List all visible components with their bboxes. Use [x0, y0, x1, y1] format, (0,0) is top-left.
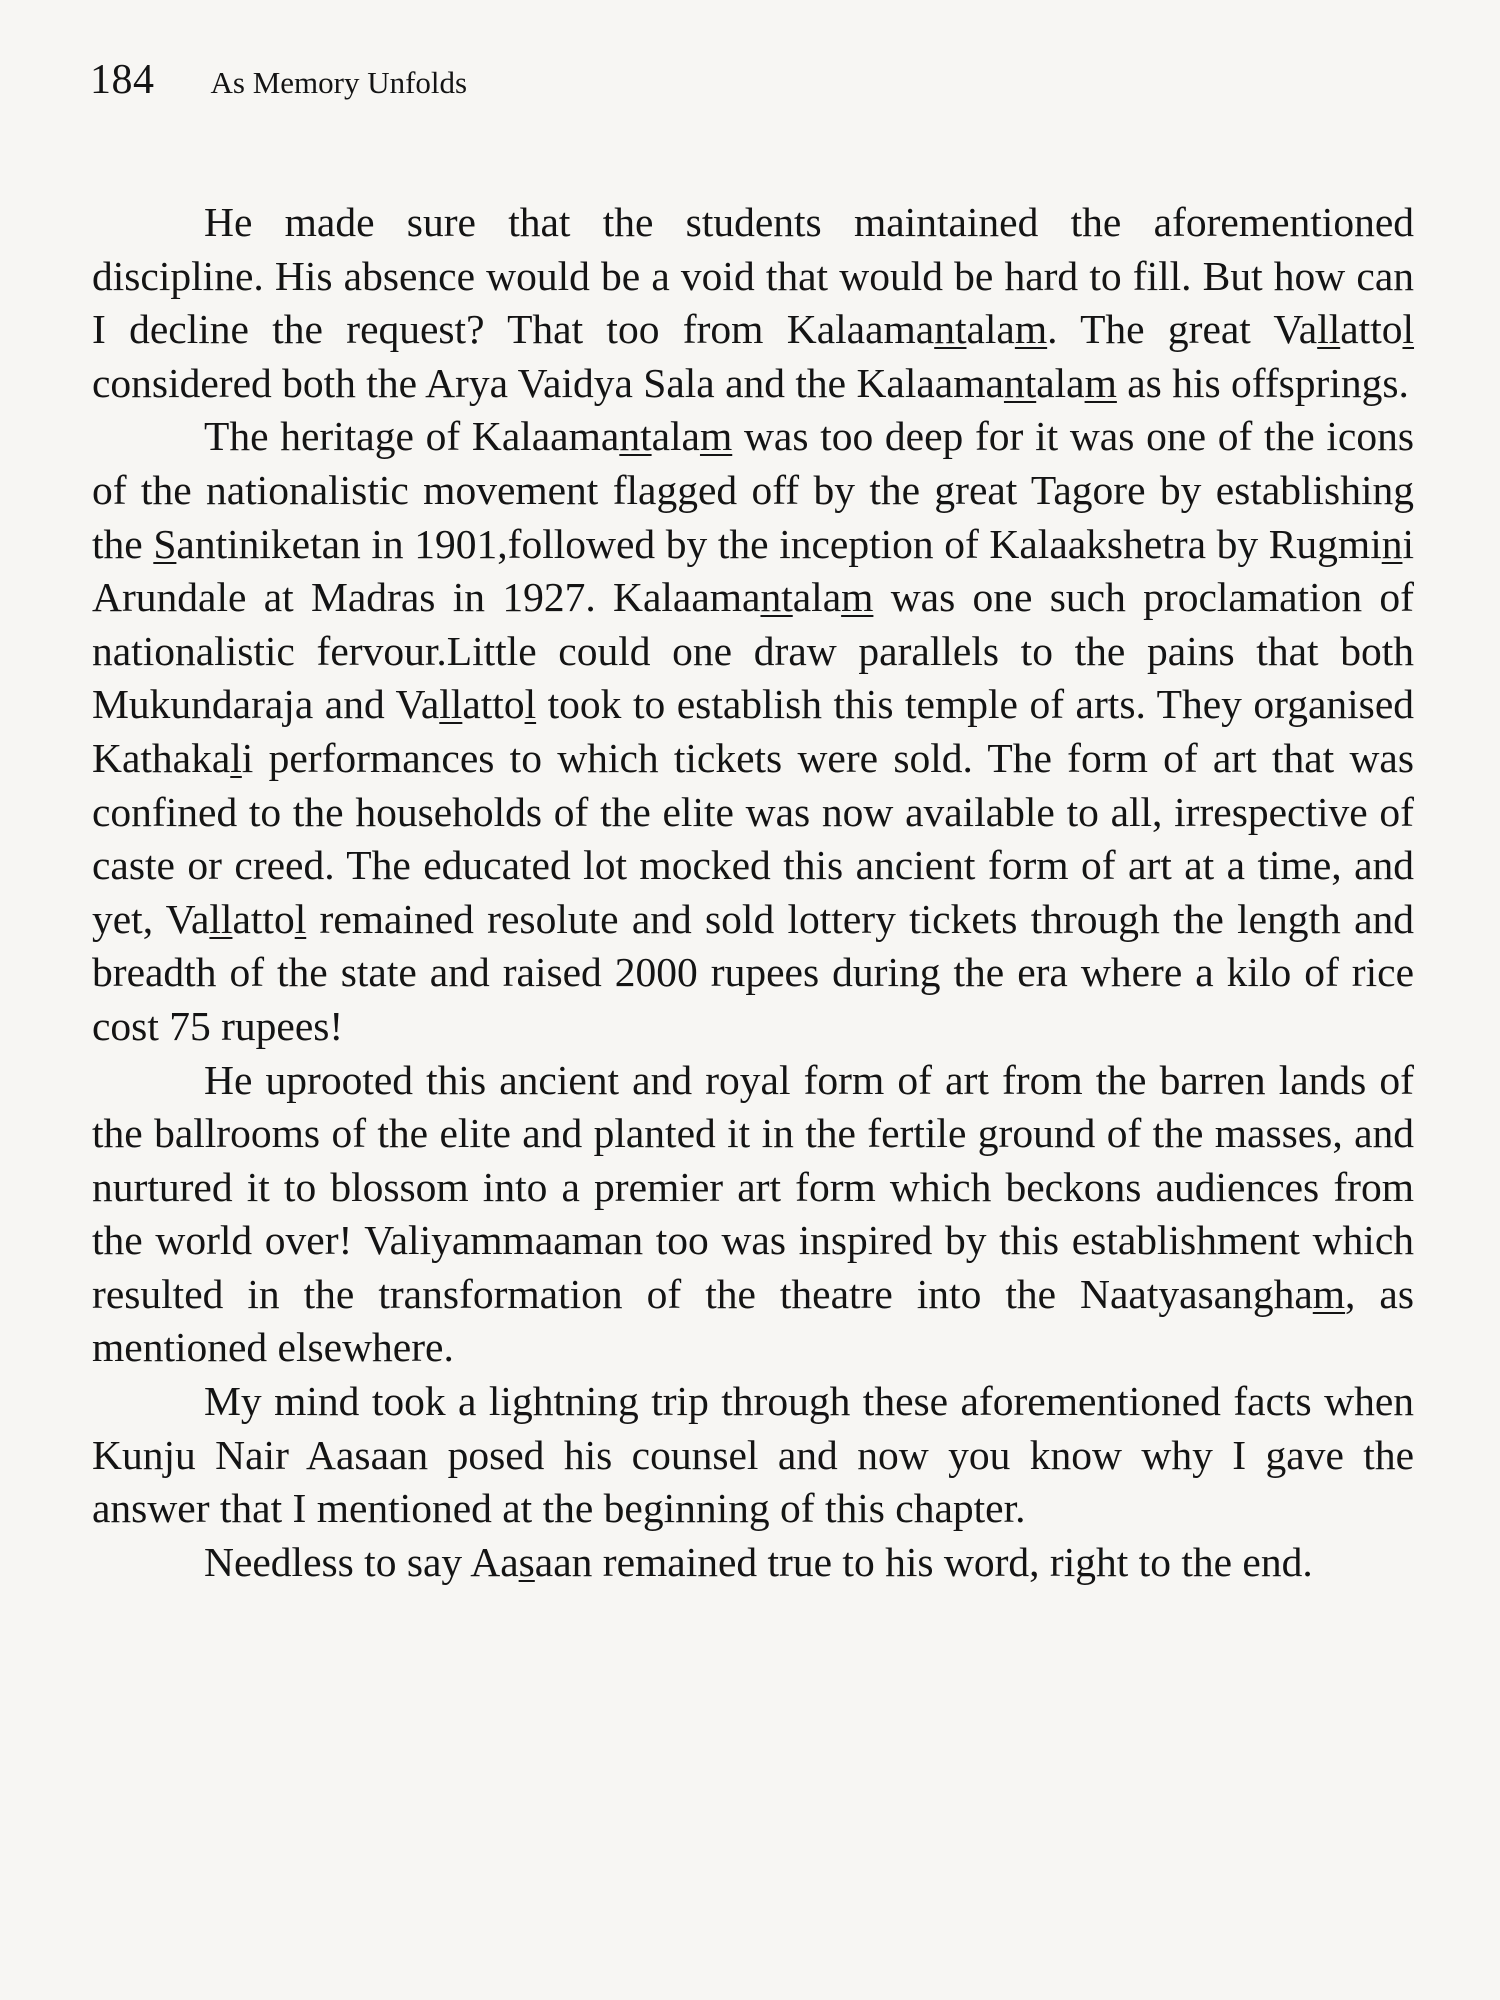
underlined-letters: n	[1381, 520, 1403, 567]
underlined-letters: nt	[619, 413, 652, 460]
text-segment: ala	[966, 306, 1015, 353]
text-segment: Needless to say Aa	[204, 1538, 519, 1585]
running-head	[90, 56, 467, 116]
running-title: As Memory Unfolds	[210, 65, 468, 100]
underlined-letters: nt	[1003, 359, 1037, 406]
text-segment: aan remained true to his word, right to the end.	[534, 1538, 1313, 1585]
underlined-letters: s	[518, 1538, 535, 1585]
underlined-letters: m	[1312, 1270, 1346, 1317]
paragraph-5	[92, 1536, 1414, 1590]
paragraph-2	[92, 410, 1414, 1053]
text-segment: as his offsprings.	[1116, 359, 1409, 406]
text-segment: He uprooted this ancient and royal form of art from the barren lands of the ballrooms of the elite and planted it in the fertile ground of the masses, and nurtured it to blossom into a premier art form which beckons audiences from the world over! Valiyammaaman too was inspired by this establishment which resulted in the transformation of the theatre into the Naatyasangha	[92, 1056, 1414, 1317]
text-segment: ala	[792, 574, 842, 621]
underlined-letters: nt	[934, 306, 967, 353]
underlined-letters: S	[153, 520, 177, 567]
underlined-letters: nt	[760, 574, 793, 621]
paragraph-1	[92, 196, 1414, 410]
text-segment: ala	[651, 413, 700, 460]
paragraph-3	[92, 1054, 1414, 1376]
text-segment: My mind took a lightning trip through these aforementioned facts when Kunju Nair Aasaan posed his counsel and now you know why I gave the answer that I mentioned at the beginning of this chapter.	[92, 1378, 1414, 1532]
text-segment: He made sure that the students maintained the aforementioned discipline. His absence would be a void that would be hard to fill. But how can I decline the request? That too from Kalaama	[92, 199, 1414, 353]
underlined-letters: ll	[439, 681, 463, 728]
page-number: 184	[90, 57, 155, 103]
underlined-letters: ll	[209, 895, 233, 942]
underlined-letters: ll	[1317, 306, 1341, 353]
text-segment: considered both the Arya Vaidya Sala and the Kalaama	[92, 359, 1004, 406]
text-segment: The heritage of Kalaama	[204, 413, 620, 460]
text-segment: was one such proclamation of nationalistic fervour.Little could one draw parallels to the pains that both Mukundaraja and Va	[92, 574, 1414, 728]
text-segment: ala	[1036, 359, 1085, 406]
underlined-letters: l	[230, 734, 242, 781]
text-segment: atto	[1340, 306, 1403, 353]
underlined-letters: l	[524, 681, 537, 728]
underlined-letters: m	[1014, 306, 1048, 353]
text-segment: i Arundale at Madras in 1927. Kalaama	[92, 520, 1414, 621]
text-segment: atto	[462, 681, 525, 728]
underlined-letters: m	[841, 574, 874, 621]
underlined-letters: l	[294, 895, 307, 942]
body-text	[92, 196, 1414, 1589]
text-segment: i performances to which tickets were sold. The form of art that was confined to the households of the elite was now available to all, irrespective of caste or creed. The educated lot mocked this ancient form of art at a time, and yet, Va	[92, 734, 1414, 942]
text-segment: took to establish this temple of arts. They organised Kathaka	[92, 681, 1415, 781]
text-segment: was too deep for it was one of the icons of the nationalistic movement flagged off by the great Tagore by establishing the	[92, 413, 1414, 567]
underlined-letters: m	[699, 413, 733, 460]
underlined-letters: m	[1084, 359, 1117, 406]
text-segment: remained resolute and sold lottery tickets through the length and breadth of the state and raised 2000 rupees during the era where a kilo of rice cost 75 rupees!	[92, 895, 1414, 1049]
underlined-letters: l	[1402, 306, 1415, 353]
text-segment: atto	[232, 895, 295, 942]
text-segment: antiniketan in 1901,followed by the inception of Kalaakshetra by Rugmi	[176, 520, 1382, 567]
text-segment: . The great Va	[1047, 306, 1318, 353]
text-segment: , as mentioned elsewhere.	[92, 1270, 1414, 1371]
paragraph-4	[92, 1375, 1414, 1536]
